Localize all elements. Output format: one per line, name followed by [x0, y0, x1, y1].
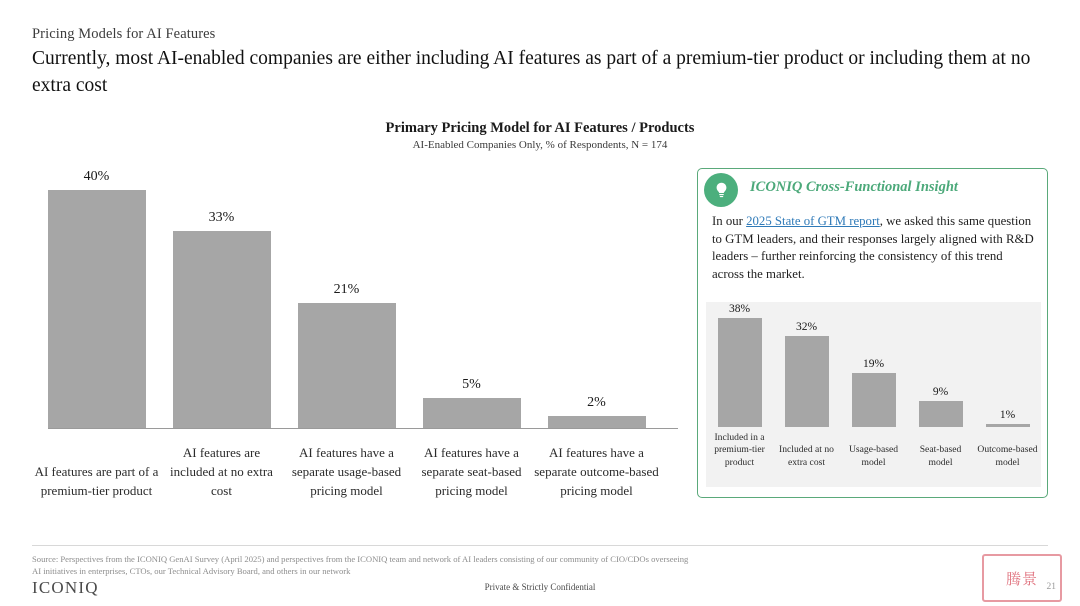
inset-bar — [919, 401, 963, 427]
inset-bar-column — [907, 307, 974, 427]
inset-bar-value-label: 1% — [999, 409, 1016, 422]
inset-bar-column — [773, 307, 840, 427]
gtm-report-link[interactable]: 2025 State of GTM report — [746, 214, 880, 228]
inset-bar-column — [974, 307, 1041, 427]
insight-body-pre: In our — [712, 214, 747, 228]
lightbulb-icon — [704, 173, 738, 207]
inset-category-labels — [706, 427, 1041, 487]
inset-category-label: Seat-based model — [919, 444, 962, 468]
bar-column — [34, 160, 159, 428]
bar — [548, 416, 646, 428]
footer-divider — [32, 545, 1048, 546]
inset-bar-value-label: 32% — [795, 320, 818, 333]
page-title: Currently, most AI-enabled companies are either including AI features as part of a premium-tier product or including them at no extra cost — [32, 48, 1031, 96]
insight-body — [712, 213, 1037, 283]
bar-column — [284, 160, 409, 428]
page-number: 21 — [1046, 582, 1056, 592]
category-label: AI features have a separate usage-based pricing model — [291, 445, 402, 498]
main-bar-chart — [34, 160, 674, 500]
bar-value-label: 5% — [462, 377, 481, 393]
bar-value-label: 21% — [333, 281, 360, 297]
inset-bar-column — [706, 303, 773, 427]
bar — [173, 231, 271, 428]
inset-plot-area — [706, 303, 1041, 427]
inset-bar-chart — [706, 302, 1041, 487]
bar — [423, 398, 521, 428]
inset-category-label: Outcome-based model — [977, 444, 1038, 468]
inset-category-label: Included in a premium-tier product — [714, 431, 765, 468]
source-note: Source: Perspectives from the ICONIQ GenAI Survey (April 2025) and perspectives from the ICONIQ team and network of AI leaders consisting of our community of CIO/CDOs overseeing AI initiatives in enterprises, CTOs, our Technical Advisory Board, and others in our network — [32, 554, 689, 576]
x-axis-line — [48, 428, 678, 429]
confidentiality-note: Private & Strictly Confidential — [484, 582, 596, 592]
insight-title: ICONIQ Cross-Functional Insight — [750, 179, 958, 195]
category-label: AI features have a separate outcome-based pricing model — [534, 445, 659, 498]
eyebrow-label: Pricing Models for AI Features — [32, 26, 216, 42]
bar — [48, 190, 146, 428]
watermark-stamp: 腾景 — [982, 554, 1062, 602]
inset-bar — [785, 336, 829, 427]
inset-bar — [718, 318, 762, 427]
bar-column — [534, 160, 659, 428]
inset-bar — [852, 373, 896, 427]
bar-value-label: 2% — [587, 395, 606, 411]
category-label: AI features have a separate seat-based pricing model — [421, 445, 522, 498]
bar-value-label: 40% — [83, 168, 110, 184]
bar-value-label: 33% — [208, 210, 235, 226]
iconiq-logo: ICONIQ — [32, 578, 99, 597]
chart-title: Primary Pricing Model for AI Features / Products — [385, 120, 695, 136]
chart-subtitle: AI-Enabled Companies Only, % of Respondents, N = 174 — [412, 139, 668, 151]
inset-bar-value-label: 38% — [728, 303, 751, 316]
bar-column — [159, 160, 284, 428]
bar — [298, 303, 396, 428]
insight-callout — [697, 168, 1048, 498]
category-label: AI features are part of a premium-tier product — [34, 464, 159, 498]
inset-bar-column — [840, 307, 907, 427]
inset-category-label: Included at no extra cost — [779, 444, 834, 468]
category-label: AI features are included at no extra cost — [170, 445, 273, 498]
bar-column — [409, 160, 534, 428]
main-plot-area — [34, 160, 674, 428]
inset-bar-value-label: 19% — [862, 357, 885, 370]
inset-category-label: Usage-based model — [848, 444, 898, 468]
insight-header — [698, 169, 1047, 209]
insight-body-post: , we asked this same question to GTM leaders, and their responses largely aligned with R&D leaders – further reinforcing the consistency of this trend across the market. — [712, 214, 1034, 281]
inset-bar-value-label: 9% — [932, 386, 949, 399]
